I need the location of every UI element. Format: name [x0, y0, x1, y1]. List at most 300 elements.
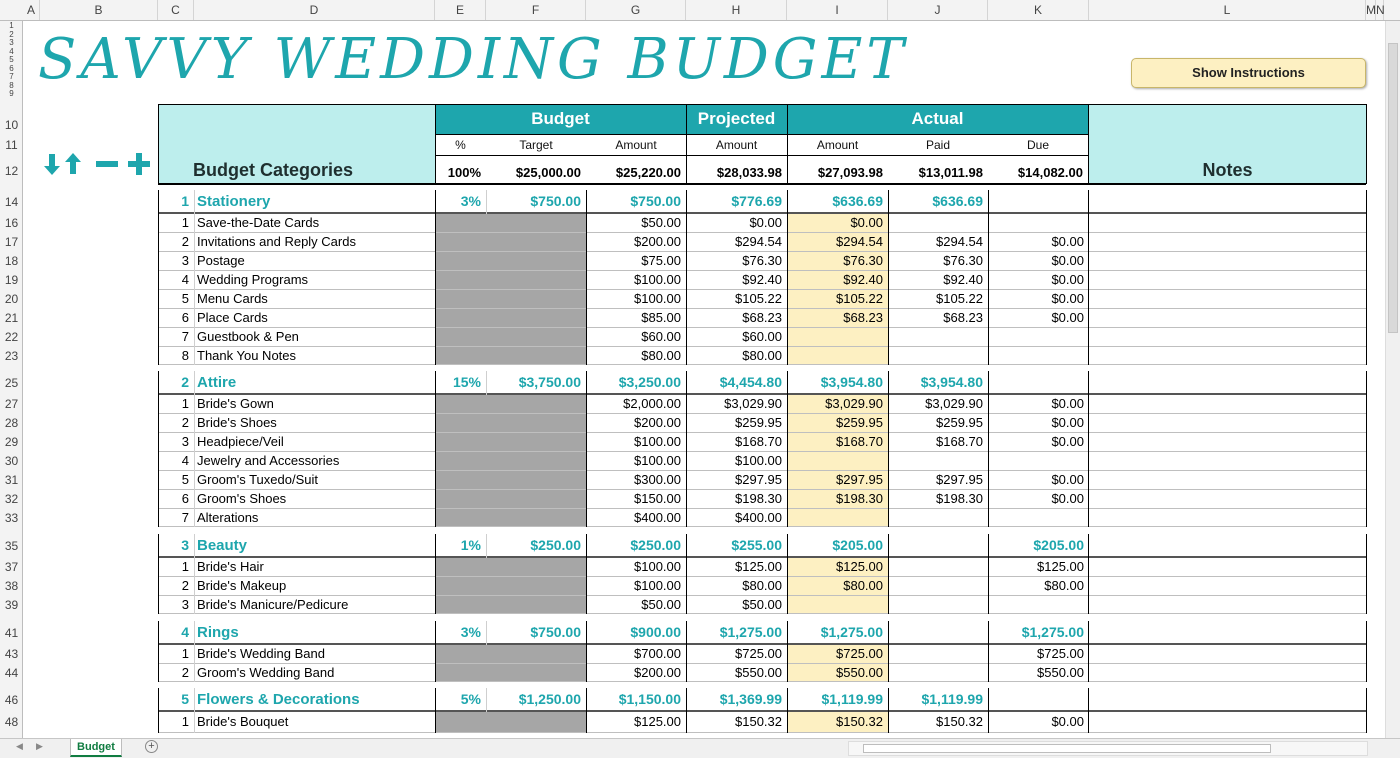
- item-amount[interactable]: $50.00: [641, 215, 681, 230]
- item-amount[interactable]: $200.00: [634, 665, 681, 680]
- item-name[interactable]: Bride's Makeup: [197, 578, 287, 593]
- notes-cell[interactable]: [1089, 290, 1366, 308]
- target-total: $25,000.00: [515, 165, 581, 180]
- category-act[interactable]: $205.00: [832, 537, 883, 553]
- notes-cell[interactable]: [1089, 688, 1366, 710]
- item-name[interactable]: Save-the-Date Cards: [197, 215, 320, 230]
- row-header[interactable]: 44: [4, 665, 19, 680]
- cell-border: [435, 414, 436, 433]
- column-header-n[interactable]: N: [1376, 0, 1384, 20]
- table-row[interactable]: [158, 664, 1366, 682]
- column-header-j[interactable]: J: [888, 0, 988, 20]
- item-amount[interactable]: $150.00: [634, 491, 681, 506]
- row-header[interactable]: 11: [5, 138, 18, 152]
- category-proj[interactable]: $1,369.99: [719, 691, 782, 707]
- category-due[interactable]: $205.00: [1033, 537, 1084, 553]
- row-header[interactable]: 1: [9, 21, 14, 30]
- table-row[interactable]: [158, 347, 1366, 365]
- row-header[interactable]: 28: [4, 416, 19, 430]
- item-paid[interactable]: [888, 347, 988, 364]
- item-paid[interactable]: [888, 664, 988, 681]
- item-name[interactable]: Groom's Shoes: [197, 491, 287, 506]
- item-due[interactable]: $725.00: [1037, 646, 1084, 661]
- category-name[interactable]: Beauty: [197, 537, 248, 554]
- cell-border: [435, 371, 436, 395]
- horizontal-scrollbar[interactable]: [848, 741, 1368, 756]
- category-paid[interactable]: $1,119.99: [921, 691, 983, 707]
- minus-icon[interactable]: [95, 152, 119, 176]
- category-proj[interactable]: $1,275.00: [719, 624, 782, 640]
- category-due[interactable]: [988, 371, 1089, 393]
- item-proj[interactable]: $400.00: [735, 510, 782, 525]
- item-proj[interactable]: $92.40: [742, 272, 782, 287]
- item-act[interactable]: $80.00: [843, 578, 883, 593]
- category-due[interactable]: $1,275.00: [1021, 624, 1084, 640]
- cell-border: [686, 712, 687, 733]
- cell-border: [1088, 621, 1089, 645]
- item-name[interactable]: Bride's Manicure/Pedicure: [197, 597, 349, 612]
- item-paid[interactable]: $76.30: [943, 253, 983, 268]
- notes-cell[interactable]: [1089, 490, 1366, 508]
- item-paid[interactable]: [888, 596, 988, 613]
- vertical-scroll-thumb[interactable]: [1388, 43, 1398, 333]
- item-act[interactable]: [787, 596, 888, 613]
- item-proj[interactable]: $259.95: [735, 415, 782, 430]
- table-row[interactable]: [158, 290, 1366, 309]
- category-amount[interactable]: $750.00: [630, 193, 681, 209]
- item-name[interactable]: Thank You Notes: [197, 348, 297, 363]
- item-proj[interactable]: $198.30: [735, 491, 782, 506]
- scroll-left-icon[interactable]: ◀: [16, 741, 23, 751]
- row-header[interactable]: 37: [4, 560, 19, 574]
- item-paid[interactable]: $198.30: [936, 491, 983, 506]
- row-header[interactable]: 35: [4, 538, 19, 553]
- row-header[interactable]: 3: [9, 38, 14, 47]
- item-due[interactable]: [988, 509, 1089, 526]
- item-n: 2: [181, 234, 189, 249]
- column-header-k[interactable]: K: [988, 0, 1089, 20]
- notes-cell[interactable]: [1089, 471, 1366, 489]
- item-paid[interactable]: [888, 509, 988, 526]
- item-due[interactable]: $0.00: [1051, 272, 1084, 287]
- notes-cell[interactable]: [1089, 558, 1366, 576]
- item-paid[interactable]: [888, 328, 988, 346]
- item-amount[interactable]: $50.00: [641, 597, 681, 612]
- notes-cell[interactable]: [1089, 577, 1366, 595]
- row-header[interactable]: 9: [9, 89, 14, 98]
- row-header[interactable]: 38: [4, 579, 19, 593]
- item-amount[interactable]: $200.00: [634, 415, 681, 430]
- show-instructions-button[interactable]: Show Instructions: [1131, 58, 1366, 88]
- category-row[interactable]: [158, 688, 1366, 712]
- category-row[interactable]: [158, 190, 1366, 214]
- category-proj[interactable]: $255.00: [731, 537, 782, 553]
- item-name[interactable]: Alterations: [197, 510, 259, 525]
- item-proj[interactable]: $0.00: [749, 215, 782, 230]
- item-act[interactable]: $150.32: [836, 714, 883, 729]
- item-act[interactable]: $198.30: [836, 491, 883, 506]
- item-amount[interactable]: $85.00: [641, 310, 681, 325]
- category-amount[interactable]: $250.00: [630, 537, 681, 553]
- notes-cell[interactable]: [1089, 621, 1366, 643]
- column-header-h[interactable]: H: [686, 0, 787, 20]
- table-row[interactable]: [158, 490, 1366, 509]
- cell-border: [787, 328, 788, 347]
- row-header[interactable]: 43: [4, 647, 19, 661]
- row-header[interactable]: 8: [9, 80, 14, 90]
- item-act[interactable]: $3,029.90: [825, 396, 883, 411]
- item-paid[interactable]: $297.95: [936, 472, 983, 487]
- item-proj[interactable]: $125.00: [735, 559, 782, 574]
- cell-border: [1088, 645, 1089, 664]
- item-name[interactable]: Bride's Bouquet: [197, 714, 289, 729]
- item-act[interactable]: [787, 509, 888, 526]
- item-due[interactable]: $0.00: [1051, 714, 1084, 729]
- category-target[interactable]: $750.00: [530, 624, 581, 640]
- notes-cell[interactable]: [1089, 712, 1366, 732]
- cell-border: [586, 596, 587, 614]
- category-paid[interactable]: $3,954.80: [920, 374, 983, 390]
- category-target[interactable]: $3,750.00: [518, 374, 581, 390]
- item-proj[interactable]: $550.00: [735, 665, 782, 680]
- column-header-c[interactable]: C: [158, 0, 194, 20]
- item-amount[interactable]: $80.00: [641, 348, 681, 363]
- row-header[interactable]: 18: [4, 254, 19, 268]
- row-header[interactable]: 4: [9, 46, 14, 56]
- item-paid[interactable]: $92.40: [943, 272, 983, 287]
- item-proj[interactable]: $60.00: [742, 329, 782, 344]
- item-act[interactable]: [787, 347, 888, 364]
- item-amount[interactable]: $300.00: [634, 472, 681, 487]
- category-row[interactable]: [158, 534, 1366, 558]
- item-amount[interactable]: $125.00: [634, 714, 681, 729]
- category-name[interactable]: Flowers & Decorations: [197, 691, 360, 708]
- sheet-tab-budget[interactable]: Budget: [70, 739, 122, 757]
- item-proj[interactable]: $294.54: [735, 234, 782, 249]
- item-act[interactable]: $259.95: [836, 415, 883, 430]
- item-amount[interactable]: $100.00: [634, 291, 681, 306]
- column-header-a[interactable]: A: [23, 0, 40, 20]
- table-row[interactable]: [158, 452, 1366, 471]
- category-act[interactable]: $636.69: [832, 193, 883, 209]
- notes-cell[interactable]: [1089, 233, 1366, 251]
- item-amount[interactable]: $200.00: [634, 234, 681, 249]
- category-act[interactable]: $1,275.00: [820, 624, 883, 640]
- row-header[interactable]: 5: [9, 55, 14, 64]
- notes-cell[interactable]: [1089, 395, 1366, 413]
- column-header-m[interactable]: M: [1366, 0, 1376, 20]
- vertical-scrollbar[interactable]: [1385, 21, 1400, 738]
- item-due[interactable]: [988, 452, 1089, 470]
- item-paid[interactable]: $294.54: [936, 234, 983, 249]
- item-name[interactable]: Groom's Tuxedo/Suit: [197, 472, 318, 487]
- table-row[interactable]: [158, 328, 1366, 347]
- item-name[interactable]: Jewelry and Accessories: [197, 453, 340, 468]
- table-row[interactable]: [158, 271, 1366, 290]
- item-proj[interactable]: $150.32: [735, 714, 782, 729]
- cell-border: [988, 190, 989, 214]
- item-due[interactable]: $0.00: [1051, 253, 1084, 268]
- item-proj[interactable]: $80.00: [742, 578, 782, 593]
- notes-cell[interactable]: [1089, 371, 1366, 393]
- item-due[interactable]: $0.00: [1051, 434, 1084, 449]
- category-paid[interactable]: [888, 621, 988, 643]
- table-row[interactable]: [158, 252, 1366, 271]
- table-row[interactable]: [158, 395, 1366, 414]
- arrow-up-icon[interactable]: [64, 152, 82, 176]
- item-due[interactable]: $0.00: [1051, 472, 1084, 487]
- table-row[interactable]: [158, 309, 1366, 328]
- item-proj[interactable]: $3,029.90: [724, 396, 782, 411]
- notes-cell[interactable]: [1089, 328, 1366, 346]
- row-header[interactable]: 30: [4, 454, 19, 468]
- item-due[interactable]: $0.00: [1051, 396, 1084, 411]
- item-due[interactable]: [988, 328, 1089, 346]
- item-act[interactable]: $168.70: [836, 434, 883, 449]
- item-due[interactable]: [988, 214, 1089, 232]
- item-due[interactable]: $125.00: [1037, 559, 1084, 574]
- item-proj[interactable]: $297.95: [735, 472, 782, 487]
- item-proj[interactable]: $80.00: [742, 348, 782, 363]
- cell-border: [194, 509, 195, 527]
- item-paid[interactable]: $168.70: [936, 434, 983, 449]
- category-amount[interactable]: $900.00: [630, 624, 681, 640]
- item-act[interactable]: $105.22: [836, 291, 883, 306]
- item-paid[interactable]: [888, 558, 988, 576]
- item-amount[interactable]: $2,000.00: [623, 396, 681, 411]
- item-due[interactable]: [988, 347, 1089, 364]
- row-header[interactable]: 39: [4, 597, 19, 612]
- category-paid[interactable]: [888, 534, 988, 556]
- item-amount[interactable]: $60.00: [641, 329, 681, 344]
- row-header[interactable]: 19: [4, 273, 19, 287]
- plus-icon[interactable]: [127, 152, 151, 176]
- category-amount[interactable]: $3,250.00: [618, 374, 681, 390]
- column-header-i[interactable]: I: [787, 0, 888, 20]
- item-name[interactable]: Bride's Shoes: [197, 415, 277, 430]
- category-proj[interactable]: $4,454.80: [719, 374, 782, 390]
- item-name[interactable]: Postage: [197, 253, 245, 268]
- notes-cell[interactable]: [1089, 271, 1366, 289]
- column-header-g[interactable]: G: [586, 0, 686, 20]
- cell-border: [1366, 621, 1367, 645]
- item-due[interactable]: $0.00: [1051, 415, 1084, 430]
- item-act[interactable]: $725.00: [836, 646, 883, 661]
- actual-total: $27,093.98: [817, 165, 883, 180]
- item-paid[interactable]: [888, 645, 988, 663]
- item-paid[interactable]: [888, 452, 988, 470]
- notes-cell[interactable]: [1089, 433, 1366, 451]
- item-amount[interactable]: $100.00: [634, 559, 681, 574]
- item-name[interactable]: Headpiece/Veil: [197, 434, 284, 449]
- category-proj[interactable]: $776.69: [731, 193, 782, 209]
- row-header[interactable]: 20: [4, 292, 19, 306]
- column-header-l[interactable]: L: [1089, 0, 1366, 20]
- row-header[interactable]: 27: [4, 397, 19, 411]
- item-name[interactable]: Menu Cards: [197, 291, 268, 306]
- item-paid[interactable]: $105.22: [936, 291, 983, 306]
- row-header[interactable]: 6: [9, 63, 14, 73]
- scroll-right-icon[interactable]: ▶: [36, 741, 43, 751]
- item-name[interactable]: Bride's Hair: [197, 559, 264, 574]
- notes-cell[interactable]: [1089, 645, 1366, 663]
- item-proj[interactable]: $100.00: [735, 453, 782, 468]
- item-proj[interactable]: $76.30: [742, 253, 782, 268]
- table-row[interactable]: [158, 712, 1366, 733]
- item-paid[interactable]: $3,029.90: [925, 396, 983, 411]
- category-name[interactable]: Rings: [197, 624, 239, 641]
- item-act[interactable]: $297.95: [836, 472, 883, 487]
- item-name[interactable]: Place Cards: [197, 310, 268, 325]
- item-due[interactable]: $80.00: [1044, 578, 1084, 593]
- item-due[interactable]: [988, 596, 1089, 613]
- table-row[interactable]: [158, 233, 1366, 252]
- category-name[interactable]: Attire: [197, 374, 237, 391]
- item-paid[interactable]: $68.23: [943, 310, 983, 325]
- item-name[interactable]: Bride's Wedding Band: [197, 646, 325, 661]
- item-proj[interactable]: $168.70: [735, 434, 782, 449]
- item-name[interactable]: Invitations and Reply Cards: [197, 234, 356, 249]
- arrow-down-icon[interactable]: [43, 152, 61, 176]
- table-row[interactable]: [158, 558, 1366, 577]
- row-header[interactable]: 41: [4, 625, 19, 640]
- item-amount[interactable]: $700.00: [634, 646, 681, 661]
- notes-cell[interactable]: [1089, 664, 1366, 681]
- row-header[interactable]: 2: [9, 29, 14, 39]
- item-paid[interactable]: [888, 577, 988, 595]
- item-amount[interactable]: $100.00: [634, 453, 681, 468]
- column-header-f[interactable]: F: [486, 0, 586, 20]
- category-target[interactable]: $750.00: [530, 193, 581, 209]
- column-header-e[interactable]: E: [435, 0, 486, 20]
- category-due[interactable]: [988, 190, 1089, 212]
- notes-cell[interactable]: [1089, 596, 1366, 613]
- notes-cell[interactable]: [1089, 534, 1366, 556]
- item-due[interactable]: $0.00: [1051, 491, 1084, 506]
- item-act[interactable]: $68.23: [843, 310, 883, 325]
- row-header[interactable]: 21: [4, 311, 19, 325]
- category-row[interactable]: [158, 621, 1366, 645]
- notes-cell[interactable]: [1089, 347, 1366, 364]
- row-header[interactable]: 23: [4, 348, 19, 363]
- cell-border: [888, 471, 889, 490]
- item-paid[interactable]: [888, 214, 988, 232]
- item-act[interactable]: $92.40: [843, 272, 883, 287]
- item-amount[interactable]: $100.00: [634, 272, 681, 287]
- row-header[interactable]: 46: [4, 692, 19, 707]
- notes-cell[interactable]: [1089, 509, 1366, 526]
- notes-cell[interactable]: [1089, 252, 1366, 270]
- item-name[interactable]: Guestbook & Pen: [197, 329, 299, 344]
- row-header[interactable]: 22: [4, 330, 19, 344]
- notes-cell[interactable]: [1089, 190, 1366, 212]
- row-header[interactable]: 25: [4, 375, 19, 390]
- item-act[interactable]: [787, 452, 888, 470]
- column-header-d[interactable]: D: [194, 0, 435, 20]
- table-row[interactable]: [158, 509, 1366, 527]
- item-amount[interactable]: $75.00: [641, 253, 681, 268]
- item-n: 7: [181, 329, 189, 344]
- item-act[interactable]: $125.00: [836, 559, 883, 574]
- table-row[interactable]: [158, 414, 1366, 433]
- item-paid[interactable]: $259.95: [936, 415, 983, 430]
- item-n: 5: [181, 472, 189, 487]
- item-proj[interactable]: $725.00: [735, 646, 782, 661]
- row-header[interactable]: 32: [4, 492, 19, 506]
- table-row[interactable]: [158, 214, 1366, 233]
- category-act[interactable]: $3,954.80: [820, 374, 883, 390]
- notes-cell[interactable]: [1089, 309, 1366, 327]
- item-due[interactable]: $0.00: [1051, 234, 1084, 249]
- row-header[interactable]: 7: [9, 72, 14, 81]
- item-due[interactable]: $0.00: [1051, 291, 1084, 306]
- item-act[interactable]: $76.30: [843, 253, 883, 268]
- table-row[interactable]: [158, 471, 1366, 490]
- row-header[interactable]: 29: [4, 435, 19, 449]
- category-due[interactable]: [988, 688, 1089, 710]
- item-due[interactable]: $0.00: [1051, 310, 1084, 325]
- item-name[interactable]: Wedding Programs: [197, 272, 309, 287]
- item-proj[interactable]: $50.00: [742, 597, 782, 612]
- row-header[interactable]: 17: [4, 235, 19, 249]
- row-header[interactable]: 12: [4, 164, 19, 178]
- table-row[interactable]: [158, 433, 1366, 452]
- item-name[interactable]: Bride's Gown: [197, 396, 274, 411]
- item-amount[interactable]: $400.00: [634, 510, 681, 525]
- column-header-b[interactable]: B: [40, 0, 158, 20]
- item-amount[interactable]: $100.00: [634, 434, 681, 449]
- category-amount[interactable]: $1,150.00: [618, 691, 681, 707]
- item-paid[interactable]: $150.32: [936, 714, 983, 729]
- item-due[interactable]: $550.00: [1037, 665, 1084, 680]
- category-name[interactable]: Stationery: [197, 193, 271, 210]
- row-header[interactable]: 31: [4, 473, 19, 487]
- category-target[interactable]: $250.00: [530, 537, 581, 553]
- notes-cell[interactable]: [1089, 452, 1366, 470]
- category-paid[interactable]: $636.69: [932, 193, 983, 209]
- add-sheet-icon[interactable]: +: [145, 740, 158, 753]
- item-act[interactable]: $550.00: [836, 665, 883, 680]
- item-name[interactable]: Groom's Wedding Band: [197, 665, 335, 680]
- table-row[interactable]: [158, 596, 1366, 614]
- item-act[interactable]: $0.00: [850, 215, 883, 230]
- table-row[interactable]: [158, 645, 1366, 664]
- item-amount[interactable]: $100.00: [634, 578, 681, 593]
- cell-border: [888, 490, 889, 509]
- row-header[interactable]: 10: [4, 118, 19, 132]
- item-proj[interactable]: $68.23: [742, 310, 782, 325]
- cell-border: [1088, 214, 1089, 233]
- cell-border: [888, 414, 889, 433]
- horizontal-scroll-thumb[interactable]: [863, 744, 1271, 753]
- category-target[interactable]: $1,250.00: [518, 691, 581, 707]
- item-act[interactable]: [787, 328, 888, 346]
- row-header[interactable]: 14: [4, 194, 19, 209]
- row-header[interactable]: 33: [4, 510, 19, 525]
- item-act[interactable]: $294.54: [836, 234, 883, 249]
- table-row[interactable]: [158, 577, 1366, 596]
- cell-border: [158, 371, 159, 395]
- category-row[interactable]: [158, 371, 1366, 395]
- row-header[interactable]: 16: [4, 216, 19, 230]
- notes-cell[interactable]: [1089, 414, 1366, 432]
- notes-cell[interactable]: [1089, 214, 1366, 232]
- cell-border: [1366, 395, 1367, 414]
- category-act[interactable]: $1,119.99: [821, 691, 883, 707]
- row-header[interactable]: 48: [4, 715, 19, 729]
- item-proj[interactable]: $105.22: [735, 291, 782, 306]
- cell-border: [888, 558, 889, 577]
